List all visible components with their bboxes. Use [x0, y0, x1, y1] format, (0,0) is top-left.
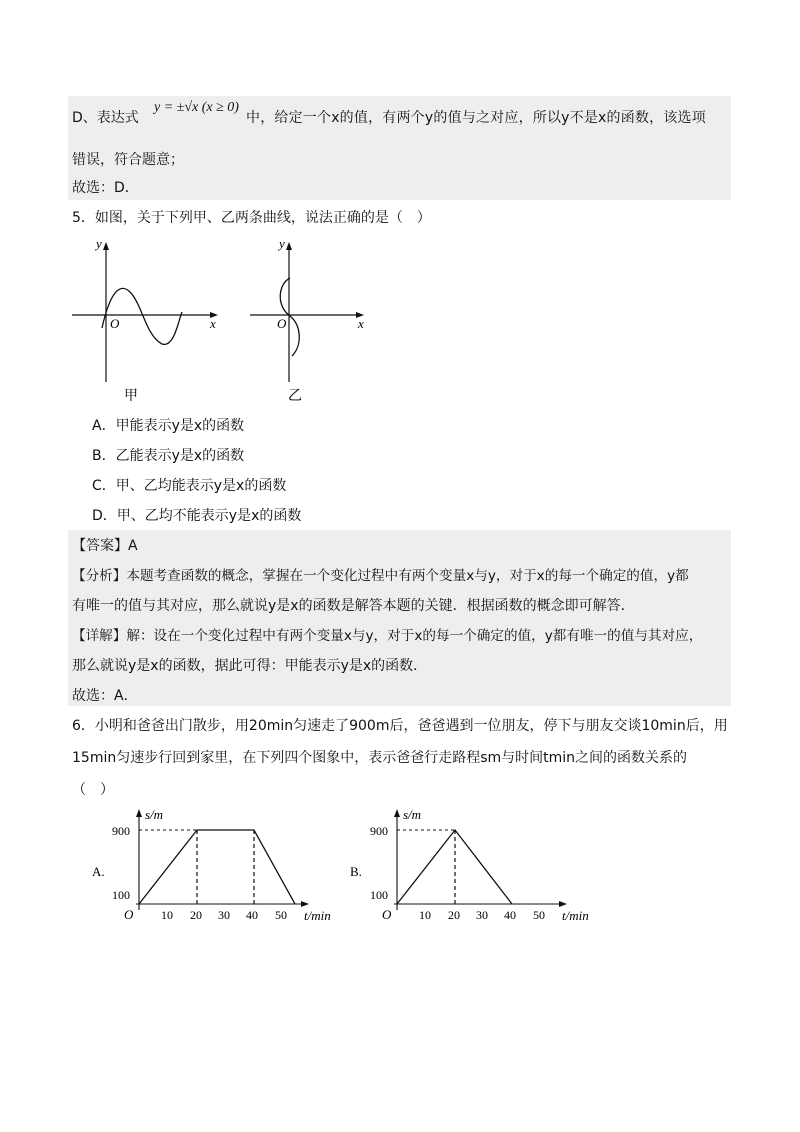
graph-b	[348, 806, 608, 930]
q4-choice: 故选：D．	[72, 180, 139, 196]
graph-b-x-tick-10: 10	[419, 908, 431, 922]
graph-yi-x-label: x	[358, 316, 364, 331]
graph-yi-caption: 乙	[288, 389, 302, 404]
graph-a-label: A.	[92, 864, 105, 879]
graph-b-x-tick-30: 30	[476, 908, 488, 922]
graph-b-y-tick-100: 100	[370, 888, 388, 902]
q5-option-d: D．甲、乙均不能表示y是x的函数	[92, 508, 302, 524]
graph-yi	[244, 232, 384, 412]
q5-analysis: 【分析】本题考查函数的概念，掌握在一个变化过程中有两个变量x与y，对于x的每一个确定的值，y都	[72, 568, 689, 584]
graph-jia-x-label: x	[210, 316, 216, 331]
graph-a-x-tick-30: 30	[218, 908, 230, 922]
graph-yi-origin: O	[277, 316, 287, 331]
graph-a-x-tick-50: 50	[275, 908, 287, 922]
graph-yi-y-arrow	[286, 242, 292, 250]
graph-b-y-tick-900: 900	[370, 824, 388, 838]
graph-jia-y-arrow	[103, 242, 109, 250]
q5-analysis-2: 有唯一的值与其对应，那么就说y是x的函数是解答本题的关键．根据函数的概念即可解答．	[72, 598, 635, 614]
q6-stem-2: 15min匀速步行回到家里，在下列四个图象中，表示爸爸行走路程sm与时间tmin之间的函数关系的	[72, 750, 688, 766]
q5-choice: 故选：A．	[72, 688, 138, 704]
solution-block-q5	[68, 530, 731, 706]
option-d-explanation: 中，给定一个x的值，有两个y的值与之对应，所以y不是x的函数，该选项	[246, 110, 706, 126]
q5-answer: 【答案】A	[72, 538, 138, 554]
graph-a-x-tick-20: 20	[190, 908, 202, 922]
graph-a-y-tick-100: 100	[112, 888, 130, 902]
graph-yi-y-label: y	[279, 236, 285, 251]
q5-detail-2: 那么就说y是x的函数，据此可得：甲能表示y是x的函数．	[72, 658, 428, 674]
q5-detail: 【详解】解：设在一个变化过程中有两个变量x与y，对于x的每一个确定的值，y都有唯一的值与其对应，	[72, 628, 703, 644]
graph-jia	[66, 232, 236, 412]
q6-stem: 6．小明和爸爸出门散步，用20min匀速走了900m后，爸爸遇到一位朋友，停下与朋友交谈10min后，用	[72, 718, 728, 734]
graph-a-x-tick-10: 10	[161, 908, 173, 922]
graph-b-x-label: t/min	[562, 908, 589, 923]
graph-a-x-arrow	[301, 901, 309, 907]
graph-b-x-arrow	[559, 901, 567, 907]
q6-stem-3: （ ）	[72, 782, 114, 798]
graph-jia-origin: O	[110, 316, 120, 331]
q5-option-a: A．甲能表示y是x的函数	[92, 418, 245, 434]
graph-a	[90, 806, 350, 930]
graph-b-y-label: s/m	[403, 807, 422, 822]
graph-b-origin: O	[382, 907, 392, 922]
graph-b-label: B.	[350, 864, 362, 879]
option-d-explanation-2: 错误，符合题意；	[72, 152, 184, 168]
graph-a-origin: O	[124, 907, 134, 922]
graph-a-line	[139, 830, 295, 904]
option-d-formula: y = ±√x (x ≥ 0)	[154, 100, 239, 115]
graph-jia-caption: 甲	[124, 389, 138, 404]
option-d-prefix: D、表达式	[72, 110, 139, 126]
graph-jia-y-label: y	[96, 236, 102, 251]
q5-stem: 5．如图，关于下列甲、乙两条曲线，说法正确的是（ ）	[72, 210, 431, 226]
graph-b-x-tick-50: 50	[533, 908, 545, 922]
graph-a-y-arrow	[136, 809, 142, 817]
graph-a-x-tick-40: 40	[246, 908, 258, 922]
graph-b-x-tick-20: 20	[448, 908, 460, 922]
q5-option-c: C．甲、乙均能表示y是x的函数	[92, 478, 287, 494]
graph-a-y-label: s/m	[145, 807, 164, 822]
q5-option-b: B．乙能表示y是x的函数	[92, 448, 245, 464]
graph-a-y-tick-900: 900	[112, 824, 130, 838]
graph-a-x-label: t/min	[304, 908, 331, 923]
graph-b-x-tick-40: 40	[504, 908, 516, 922]
graph-b-y-arrow	[394, 809, 400, 817]
